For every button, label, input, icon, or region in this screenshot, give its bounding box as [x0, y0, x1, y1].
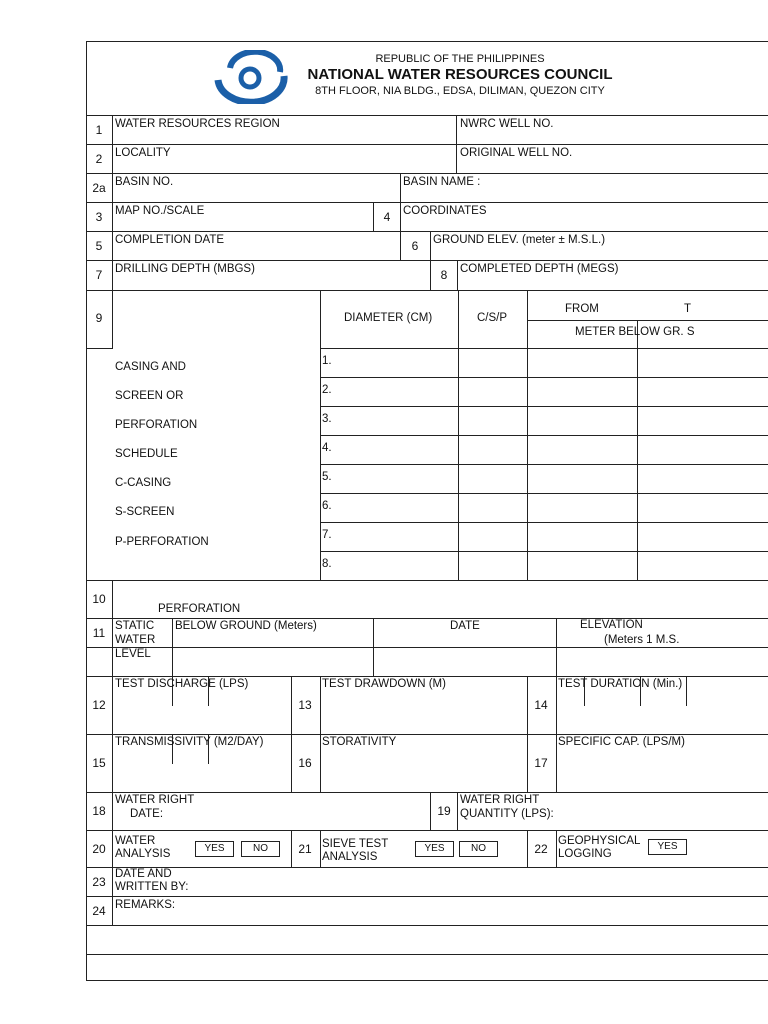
casing-legend: SCREEN OR: [115, 390, 184, 402]
header-council: NATIONAL WATER RESOURCES COUNCIL: [307, 66, 613, 83]
row-number: 22: [534, 842, 548, 856]
casing-item: 7.: [322, 529, 332, 541]
specific-cap-label: SPECIFIC CAP. (LPS/M): [558, 736, 685, 748]
written-by-label: WRITTEN BY:: [115, 881, 189, 893]
row-number: 10: [92, 592, 106, 606]
rule: [320, 493, 768, 494]
rule-v: [320, 290, 321, 580]
coordinates-label: COORDINATES: [403, 205, 487, 217]
map-no-label: MAP NO./SCALE: [115, 205, 205, 217]
rule-v: [320, 830, 321, 867]
row-number: 12: [92, 698, 106, 712]
row-number: 7: [95, 268, 103, 282]
basin-name-label: BASIN NAME :: [403, 176, 481, 188]
row-number: 2a: [92, 181, 106, 195]
rule-v: [458, 290, 459, 580]
water-analysis-yes-checkbox[interactable]: YES: [195, 841, 234, 857]
rule-v: [400, 231, 401, 260]
row-number: 11: [92, 626, 106, 640]
rule: [86, 618, 768, 619]
diameter-header: DIAMETER (CM): [344, 312, 433, 324]
rule: [86, 925, 768, 926]
rule-v: [457, 792, 458, 830]
rule: [86, 173, 768, 174]
rule-v: [430, 231, 431, 260]
row-number: 15: [92, 756, 106, 770]
rule-v: [400, 173, 401, 231]
rule: [320, 435, 768, 436]
rule-v: [637, 320, 638, 580]
row-number: 21: [298, 842, 312, 856]
rule-v: [373, 618, 374, 676]
rule: [527, 320, 768, 321]
sieve-test-no-checkbox[interactable]: NO: [459, 841, 498, 857]
date-and-label: DATE AND: [115, 868, 172, 880]
water-analysis-no-checkbox[interactable]: NO: [241, 841, 280, 857]
row-number: 16: [298, 756, 312, 770]
casing-item: 8.: [322, 558, 332, 570]
casing-item: 2.: [322, 384, 332, 396]
casing-legend: SCHEDULE: [115, 448, 178, 460]
geophysical-label: GEOPHYSICAL: [558, 835, 641, 847]
meters-msl-label: (Meters 1 M.S.: [604, 634, 680, 646]
row-number: 5: [95, 239, 103, 253]
row-number: 24: [92, 904, 106, 918]
casing-item: 4.: [322, 442, 332, 454]
border-bottom: [86, 980, 768, 981]
rule-v: [456, 115, 457, 173]
water-right-quantity-label: WATER RIGHT: [460, 794, 540, 806]
casing-legend: PERFORATION: [115, 419, 198, 431]
sieve-test-yes-checkbox[interactable]: YES: [415, 841, 454, 857]
transmissivity-label: TRANSMISSIVITY (M2/DAY): [115, 736, 264, 748]
rule: [320, 522, 768, 523]
rule-v: [291, 676, 292, 792]
logging-label: LOGGING: [558, 848, 612, 860]
casing-legend: CASING AND: [115, 361, 186, 373]
rule-v: [556, 830, 557, 867]
rule: [320, 464, 768, 465]
rule: [86, 290, 768, 291]
casing-legend: P-PERFORATION: [115, 536, 209, 548]
rule: [86, 954, 768, 955]
rule: [320, 551, 768, 552]
meter-below-header: METER BELOW GR. S: [575, 326, 695, 338]
row-number: 19: [437, 804, 451, 818]
rule-v: [320, 676, 321, 792]
static-label: STATIC: [115, 620, 155, 632]
completion-date-label: COMPLETION DATE: [115, 234, 225, 246]
casing-item: 1.: [322, 355, 332, 367]
row-number: 23: [92, 875, 106, 889]
casing-legend: S-SCREEN: [115, 506, 175, 518]
rule: [86, 260, 768, 261]
row-number: 6: [411, 239, 419, 253]
from-header: FROM: [565, 303, 599, 315]
rule-v: [172, 618, 173, 676]
rule: [86, 896, 768, 897]
level-label: LEVEL: [115, 648, 151, 660]
rule-v: [556, 676, 557, 792]
quantity-lps-label: QUANTITY (LPS):: [460, 808, 554, 820]
rule: [86, 676, 768, 677]
row-number: 2: [95, 152, 103, 166]
water-analysis-label: WATER: [115, 835, 156, 847]
below-ground-label: BELOW GROUND (Meters): [175, 620, 317, 632]
sieve-analysis-label: ANALYSIS: [322, 851, 378, 863]
row-number: 17: [534, 756, 548, 770]
row-number: 18: [92, 804, 106, 818]
row-number: 9: [95, 311, 103, 325]
date-label: DATE: [450, 620, 480, 632]
rule-v: [112, 580, 113, 925]
rule: [86, 231, 768, 232]
remarks-label: REMARKS:: [115, 899, 176, 911]
ground-elev-label: GROUND ELEV. (meter ± M.S.L.): [433, 234, 606, 246]
rule-v: [556, 618, 557, 676]
basin-no-label: BASIN NO.: [115, 176, 174, 188]
water-resources-region-label: WATER RESOURCES REGION: [115, 118, 280, 130]
row-number: 1: [95, 123, 103, 137]
header-address: 8TH FLOOR, NIA BLDG., EDSA, DILIMAN, QUEZON CITY: [315, 85, 605, 97]
locality-label: LOCALITY: [115, 147, 171, 159]
row-number: 13: [298, 698, 312, 712]
rule-v: [686, 676, 687, 706]
rule: [86, 867, 768, 868]
test-discharge-label: TEST DISCHARGE (LPS): [115, 678, 249, 690]
rule-v: [527, 290, 528, 580]
rule: [320, 377, 768, 378]
water-analysis-label: ANALYSIS: [115, 848, 171, 860]
border-top: [86, 41, 768, 42]
rule-v: [527, 676, 528, 792]
test-drawdown-label: TEST DRAWDOWN (M): [322, 678, 446, 690]
rule: [86, 580, 768, 581]
drilling-depth-label: DRILLING DEPTH (MBGS): [115, 263, 255, 275]
rule-v: [112, 115, 113, 348]
original-well-no-label: ORIGINAL WELL NO.: [460, 147, 573, 159]
water-right-date-label: DATE:: [130, 808, 164, 820]
rule: [86, 202, 768, 203]
to-header-partial: T: [684, 303, 692, 315]
row-number: 4: [383, 210, 391, 224]
rule: [86, 144, 768, 145]
row-number: 3: [95, 210, 103, 224]
rule-v: [457, 260, 458, 290]
rule: [86, 348, 113, 349]
sieve-test-label: SIEVE TEST: [322, 838, 389, 850]
rule: [320, 406, 768, 407]
water-right-label: WATER RIGHT: [115, 794, 195, 806]
casing-legend: C-CASING: [115, 477, 172, 489]
nwrc-well-no-label: NWRC WELL NO.: [460, 118, 554, 130]
completed-depth-label: COMPLETED DEPTH (MEGS): [460, 263, 619, 275]
rule: [86, 734, 768, 735]
test-duration-label: TEST DURATION (Min.): [558, 678, 683, 690]
csp-header: C/S/P: [477, 312, 508, 324]
geophysical-yes-checkbox[interactable]: YES: [648, 839, 687, 855]
rule: [86, 115, 768, 116]
row-number: 8: [440, 268, 448, 282]
row-number: 14: [534, 698, 548, 712]
header-republic: REPUBLIC OF THE PHILIPPINES: [375, 53, 545, 65]
rule: [320, 348, 768, 349]
elevation-label: ELEVATION: [580, 619, 643, 631]
casing-item: 3.: [322, 413, 332, 425]
perforation-label: PERFORATION: [158, 603, 241, 615]
row-number: 20: [92, 842, 106, 856]
casing-item: 6.: [322, 500, 332, 512]
rule: [86, 792, 768, 793]
casing-item: 5.: [322, 471, 332, 483]
storativity-label: STORATIVITY: [322, 736, 397, 748]
water-label: WATER: [115, 634, 156, 646]
rule: [86, 830, 768, 831]
